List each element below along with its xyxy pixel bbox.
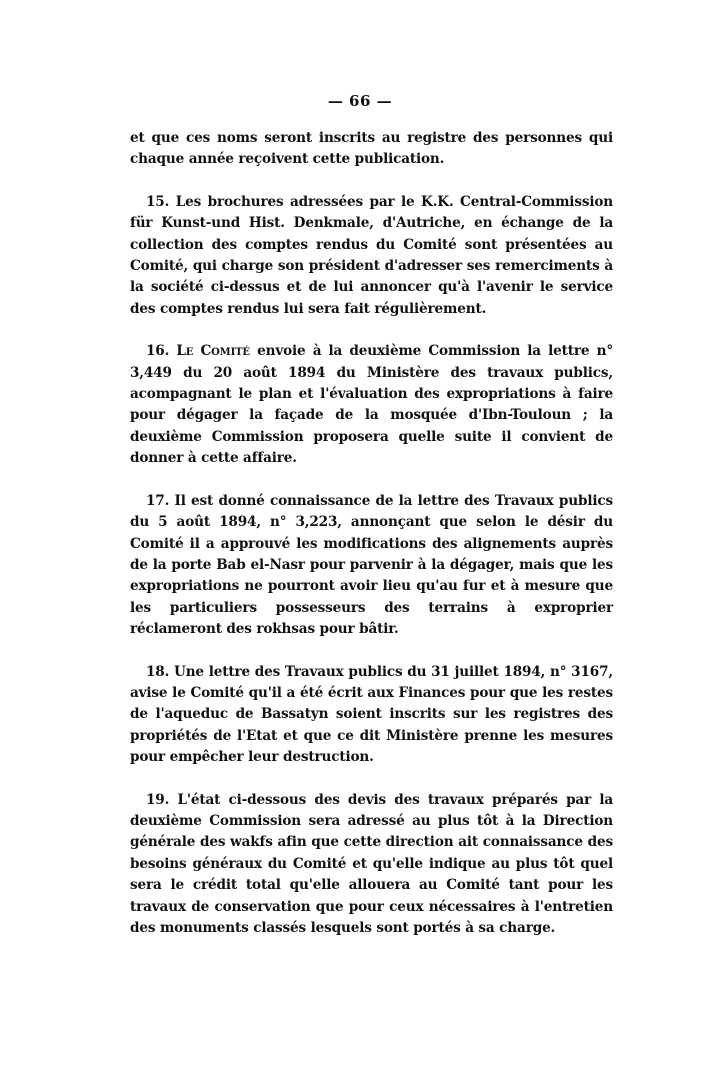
paragraph-text: envoie à la deuxième Commission la lettre n° 3,449 du 20 août 1894 du Ministère des travaux publics, acompagnant le plan et l'évaluation des expropriations à faire pour dégager la façade de la mosquée d'Ibn-Touloun ; la deuxième Commission proposera quelle suite il convient de donner à cette affaire. bbox=[130, 343, 613, 467]
paragraph-text: Une lettre des Travaux publics du 31 juillet 1894, n° 3167, avise le Comité qu'il a été écrit aux Finances pour que les restes de l'aqueduc de Bassatyn soient inscrits sur les registres des propriétés de l'Etat et que ce dit Ministère prenne les mesures pour empêcher leur destruction. bbox=[130, 663, 613, 766]
paragraph-19 bbox=[130, 790, 613, 940]
paragraph-16 bbox=[130, 341, 613, 469]
paragraph-15 bbox=[130, 192, 613, 320]
paragraph-number: 16. bbox=[146, 343, 170, 360]
paragraph-text: L'état ci-dessous des devis des travaux préparés par la deuxième Commission sera adressé au plus tôt à la Direction générale des wakfs afin que cette direction ait connaissance des besoins généraux du Comité et qu'elle indique au plus tôt quel sera le crédit total qu'elle allouera au Comité tant pour les travaux de conservation que pour ceux nécessaires à l'entretien des monuments classés lesquels sont portés à sa charge. bbox=[130, 791, 613, 936]
paragraph-text: et que ces noms seront inscrits au registre des personnes qui chaque année reçoivent cette publication. bbox=[130, 130, 613, 168]
paragraph-17 bbox=[130, 491, 613, 641]
paragraph-number: 15. bbox=[146, 193, 170, 210]
paragraph-text: Il est donné connaissance de la lettre des Travaux publics du 5 août 1894, n° 3,223, annonçant que selon le désir du Comité il a approuvé les modifications des alignements auprès de la porte Bab el-Nasr pour parvenir à la dégager, mais que les expropriations ne pourront avoir lieu qu'au fur et à mesure que les particuliers possesseurs des terrains à exproprier réclameront des rokhsas pour bâtir. bbox=[130, 492, 613, 638]
body-text bbox=[130, 128, 613, 939]
paragraph-text: Les brochures adressées par le K.K. Central-Commission für Kunst-und Hist. Denkmale, d'Autriche, en échange de la collection des comptes rendus du Comité sont présentées au Comité, qui charge son président d'adresser ses remerciments à la société ci-dessus et de lui annoncer qu'à l'avenir le service des comptes rendus lui sera fait régulièrement. bbox=[130, 193, 613, 317]
paragraph-continuation bbox=[130, 128, 613, 171]
paragraph-lead-smallcaps: Le Comité bbox=[176, 343, 250, 360]
paragraph-number: 19. bbox=[146, 791, 170, 808]
page-number: — 66 — bbox=[327, 92, 393, 110]
paragraph-number: 17. bbox=[146, 492, 170, 509]
paragraph-18 bbox=[130, 662, 613, 769]
paragraph-number: 18. bbox=[146, 663, 170, 680]
